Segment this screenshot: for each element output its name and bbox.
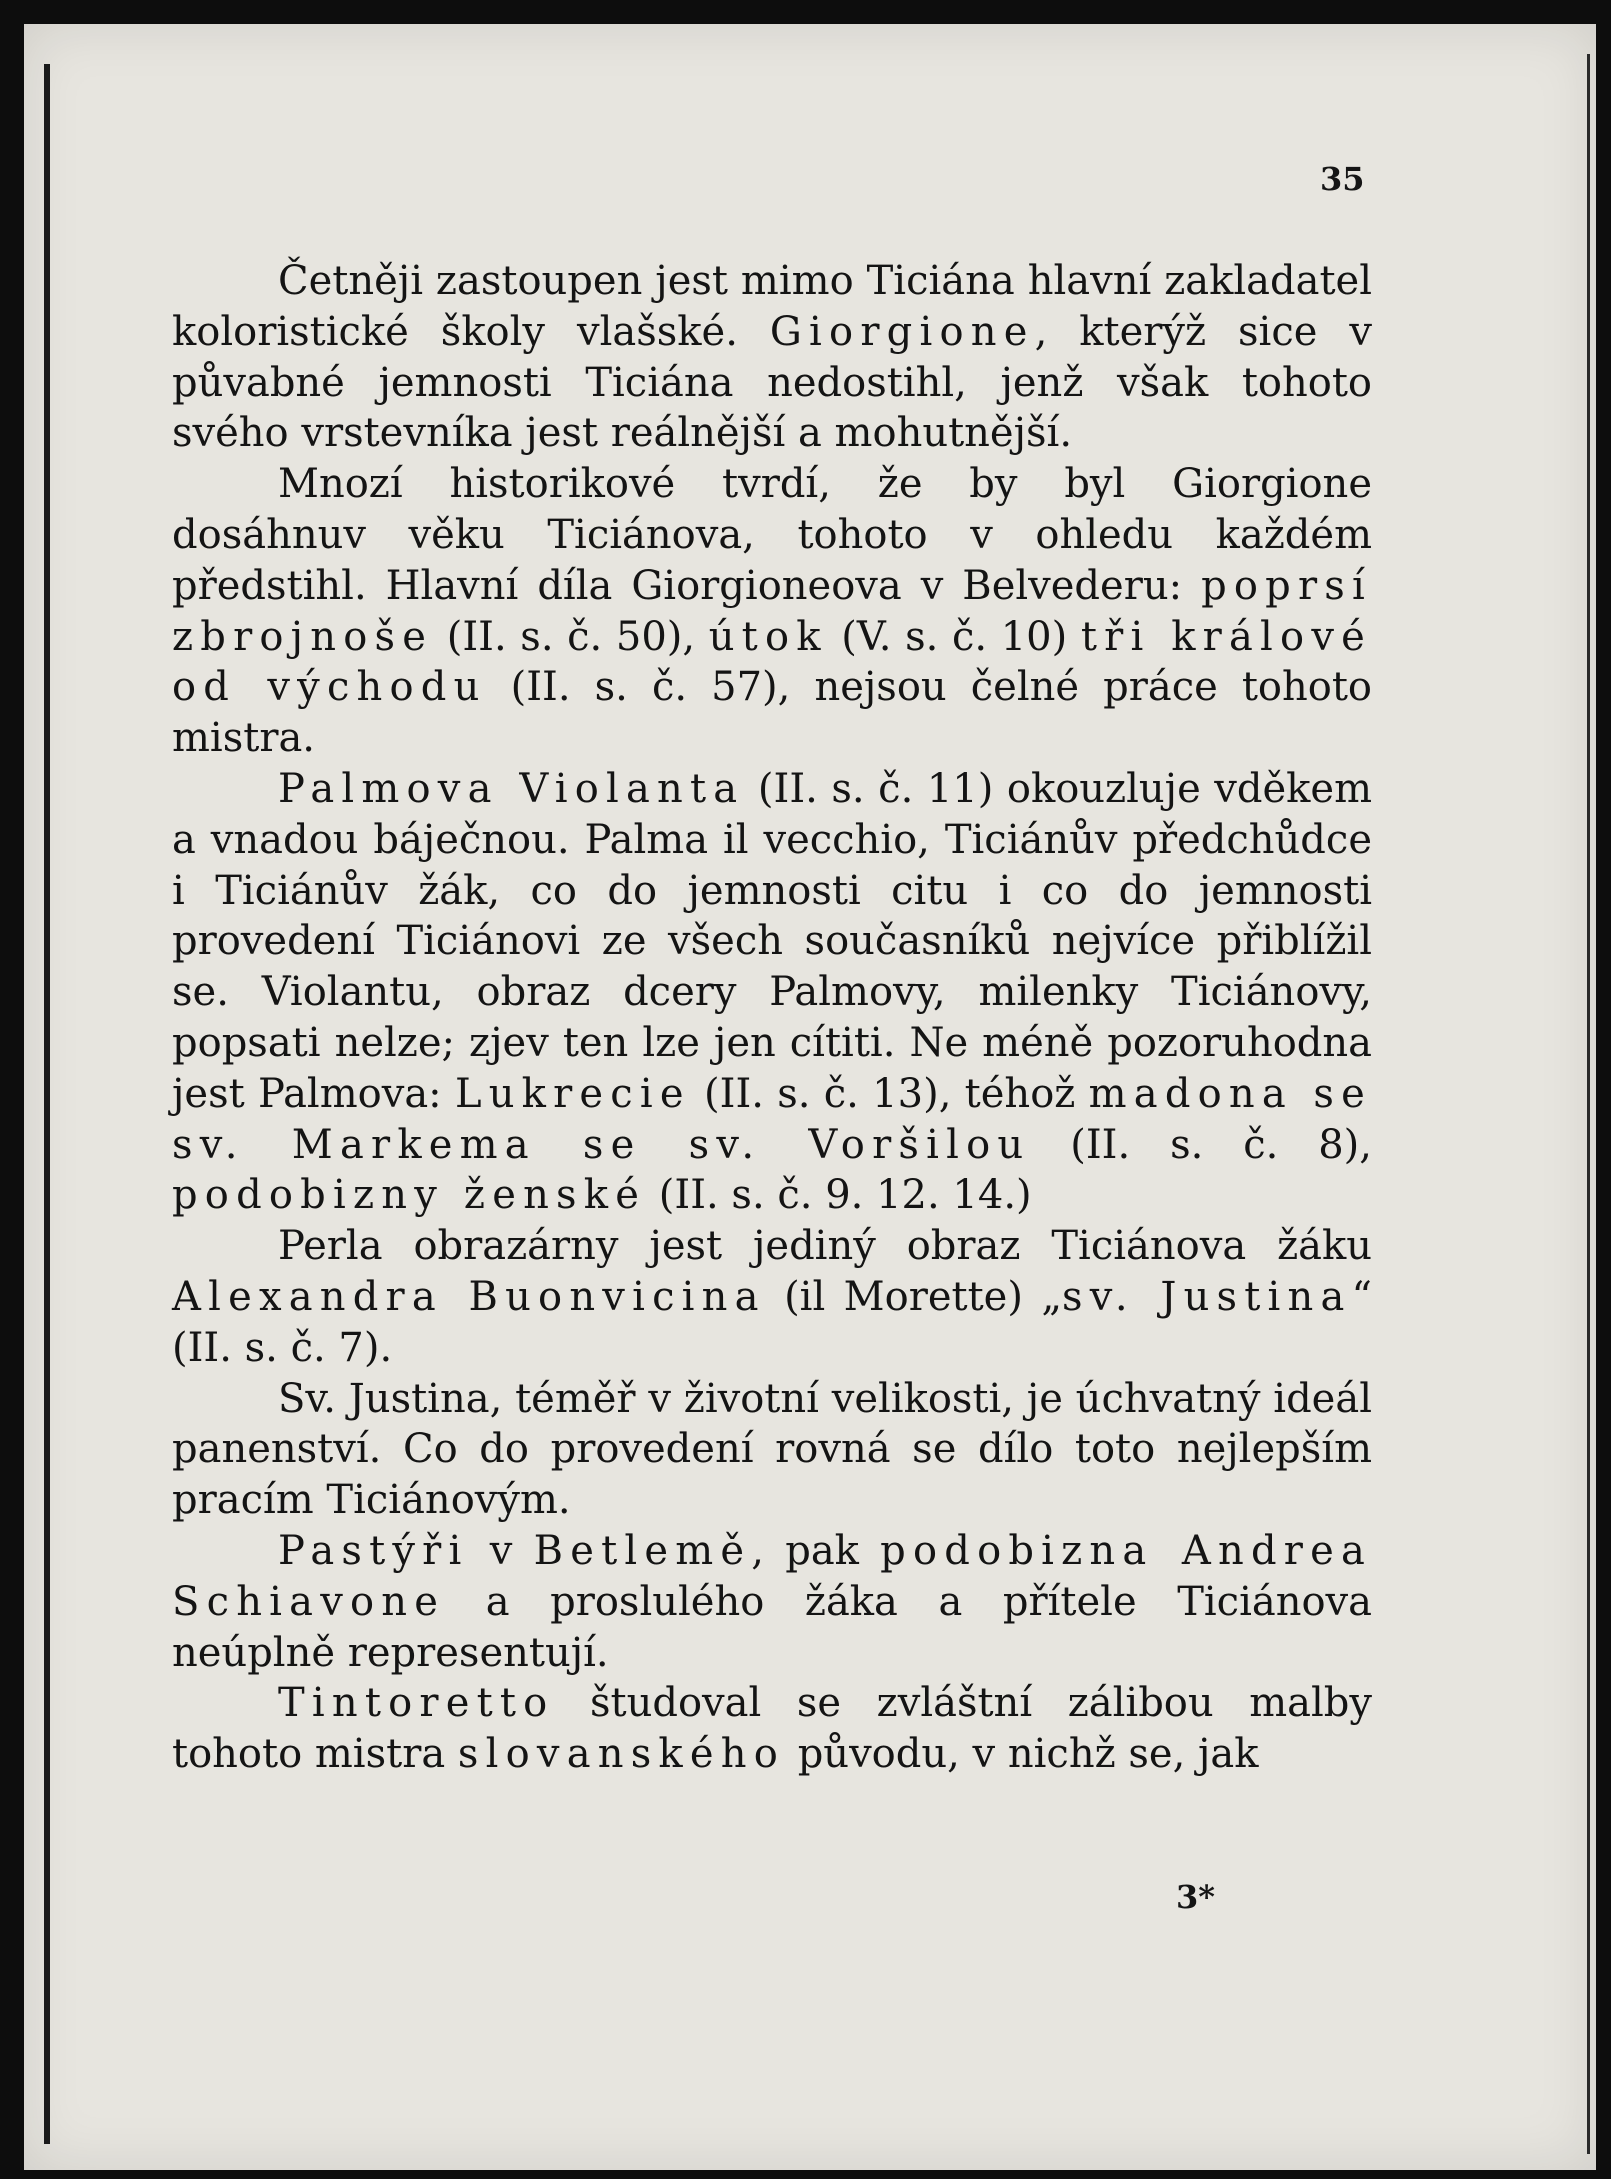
- paragraph: [172, 764, 1372, 1221]
- emphasized-title: Betlemě: [533, 1527, 752, 1574]
- paragraph: [172, 256, 1372, 459]
- paragraph: [172, 1526, 1372, 1678]
- page-edge: [1587, 54, 1590, 2154]
- text-run: “ (II. s. č. 7).: [172, 1273, 1372, 1371]
- emphasized-title: útok: [708, 613, 828, 660]
- text-run: (II. s. č. 9. 12. 14.): [646, 1172, 1032, 1219]
- text-run: študoval se zvláštní zálibou malby tohoto mistra: [172, 1680, 1372, 1778]
- text-run: a proslulého žáka a přítele Ticiánova neúplně representují.: [172, 1578, 1372, 1676]
- emphasized-title: podobizna Andrea Schiavone: [172, 1527, 1372, 1625]
- emphasized-name: Tintoretto: [278, 1680, 555, 1727]
- text-run: (V. s. č. 10): [827, 613, 1081, 660]
- text-run: (II. s. č. 57), nejsou čelné práce tohoto mistra.: [172, 664, 1372, 762]
- binding-shadow: [44, 64, 50, 2144]
- text-run: (il Morette) „: [765, 1273, 1063, 1320]
- text-run: v: [468, 1527, 534, 1574]
- text-run: , kterýž sice v půvabné jemnosti Ticiána nedostihl, jenž však tohoto svého vrstevníka jest reálnější a mohutnější.: [172, 308, 1372, 457]
- paragraph: [172, 1221, 1372, 1373]
- text-run: Perla obrazárny jest jediný obraz Ticiánova žáku: [278, 1223, 1372, 1270]
- text-run: (II. s. č. 11) okouzluje vděkem a vnadou báječnou. Palma il vecchio, Ticiánův předchůdce i Ticiánův žák, co do jemnosti citu i co do jemnosti provedení Ticiánovi ze všech současníků nejvíce přiblížil se. Violantu, obraz dcery Palmovy, milenky Ticiánovy, popsati nelze; zjev ten lze jen cítiti. Ne méně pozoruhodna jest Palmova:: [172, 765, 1373, 1117]
- text-run: původu, v nichž se, jak: [784, 1731, 1259, 1778]
- text-run: Mnozí historikové tvrdí, že by byl Giorgione dosáhnuv věku Ticiánova, tohoto v ohledu každém předstihl. Hlavní díla Giorgioneova v Belvederu:: [172, 461, 1372, 609]
- emphasized-title: Palmova Violanta: [278, 765, 745, 812]
- paragraph: [172, 1678, 1372, 1780]
- body-text: [172, 256, 1372, 1780]
- text-run: Četněji zastoupen jest mimo Ticiána hlavní zakladatel koloristické školy vlašské.: [172, 258, 1372, 355]
- signature-mark: 3*: [1176, 1878, 1215, 1916]
- paragraph: [172, 459, 1372, 764]
- emphasized-title: Lukrecie: [454, 1070, 691, 1117]
- text-run: (II. s. č. 13), téhož: [690, 1070, 1089, 1117]
- emphasized-title: poprsí zbrojnoše: [172, 562, 1372, 660]
- text-run: (II. s. č. 50),: [433, 613, 709, 660]
- emphasized-title: Pastýři: [278, 1527, 469, 1574]
- text-run: Sv. Justina, téměř v životní velikosti, je úchvatný ideál panenství. Co do provedení rovná se dílo toto nejlepším pracím Ticiánovým.: [172, 1375, 1372, 1524]
- emphasized-name: Giorgione: [769, 308, 1035, 355]
- paragraph: [172, 1374, 1372, 1526]
- emphasized-word: slovanského: [457, 1731, 785, 1778]
- emphasized-title: madona se sv. Markema se sv. Voršilou: [172, 1070, 1372, 1168]
- text-run: , pak: [751, 1527, 881, 1574]
- text-run: (II. s. č. 8),: [1030, 1121, 1372, 1168]
- emphasized-title: sv. Justina: [1062, 1273, 1352, 1320]
- emphasized-name: Alexandra Buonvicina: [172, 1273, 766, 1320]
- page-number: 35: [1320, 160, 1365, 198]
- emphasized-title: tři králové od východu: [172, 613, 1372, 711]
- emphasized-title: podobizny ženské: [172, 1172, 647, 1219]
